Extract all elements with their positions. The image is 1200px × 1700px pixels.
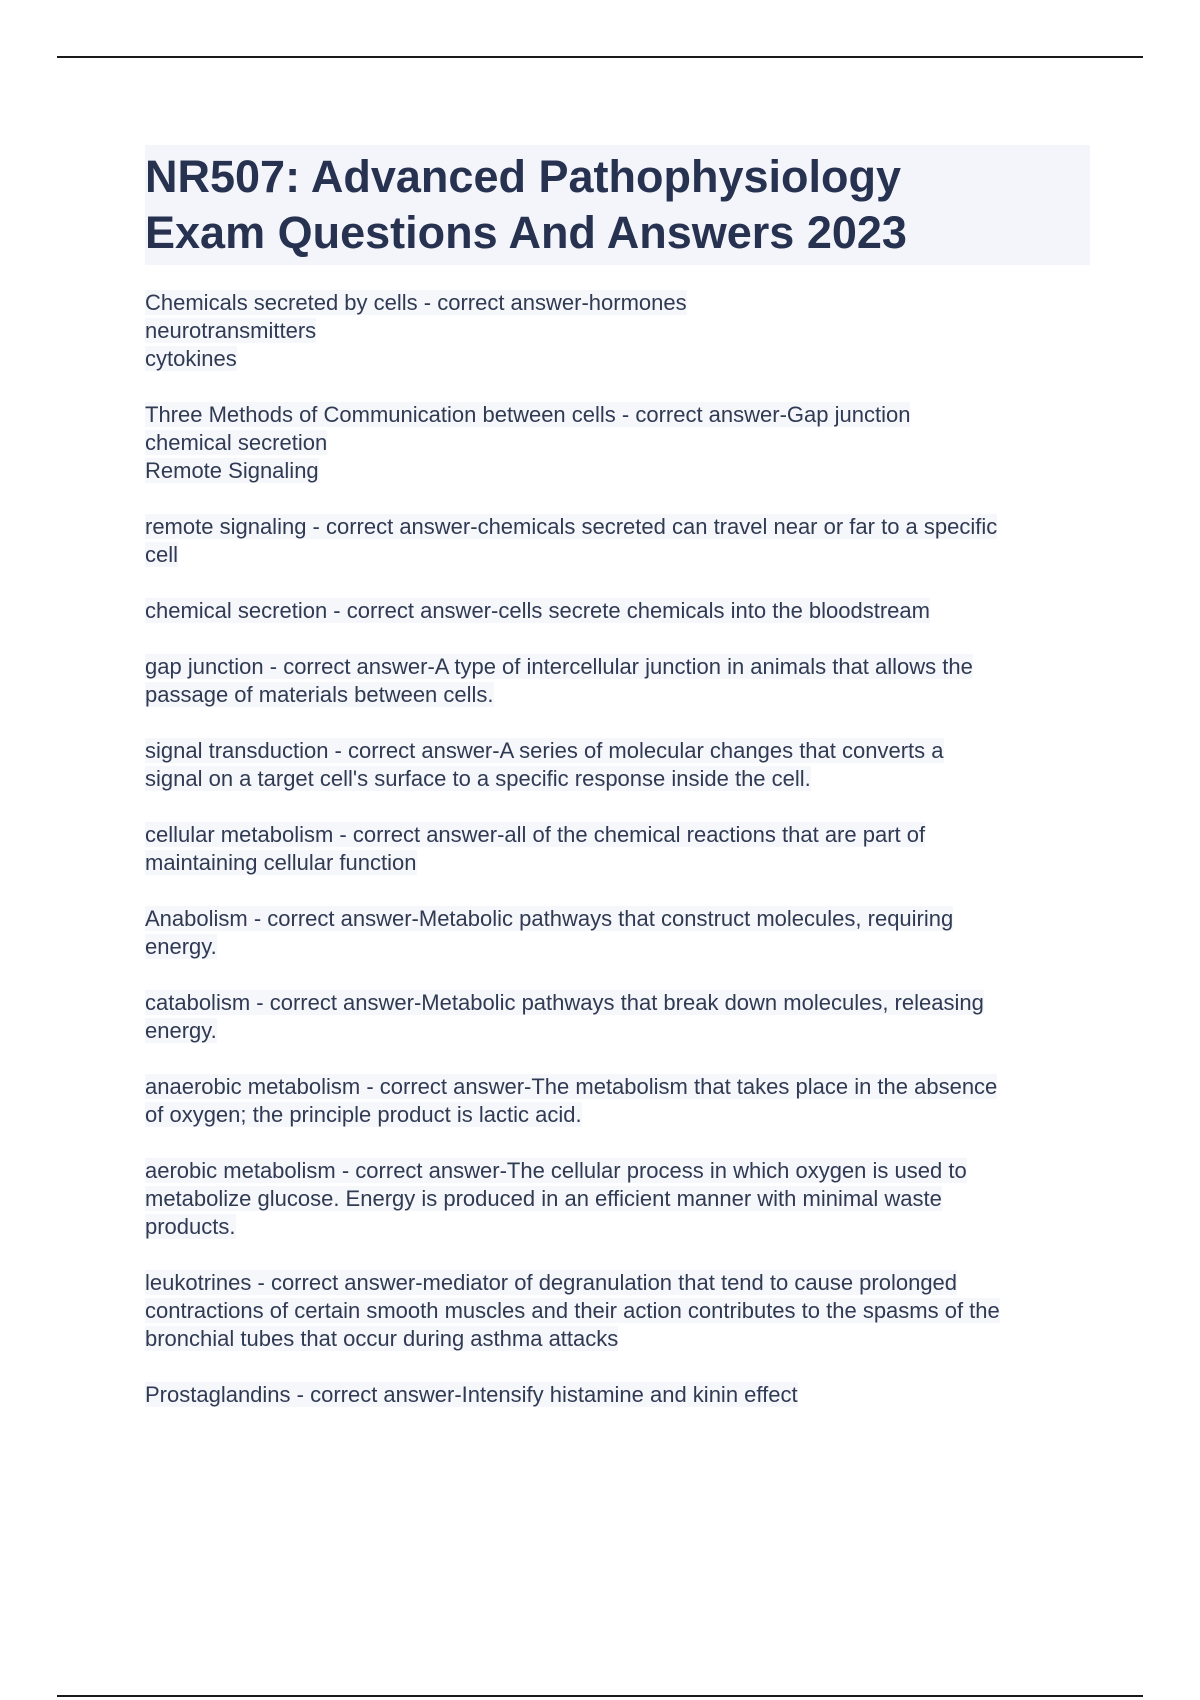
qa-text-line: products. xyxy=(145,1214,236,1239)
qa-text-line: passage of materials between cells. xyxy=(145,682,494,707)
qa-text-line: neurotransmitters xyxy=(145,318,317,343)
title-line-2: Exam Questions And Answers 2023 xyxy=(145,207,907,258)
qa-text-line: of oxygen; the principle product is lactic acid. xyxy=(145,1102,582,1127)
qa-entry xyxy=(145,401,1090,485)
qa-text-line: Chemicals secreted by cells - correct answer-hormones xyxy=(145,290,687,315)
qa-entry xyxy=(145,1269,1090,1353)
qa-text-line: contractions of certain smooth muscles and their action contributes to the spasms of the xyxy=(145,1298,1000,1323)
qa-text-line: chemical secretion xyxy=(145,430,328,455)
qa-entry xyxy=(145,1073,1090,1129)
qa-entry xyxy=(145,653,1090,709)
qa-entry xyxy=(145,513,1090,569)
qa-text-line: anaerobic metabolism - correct answer-The metabolism that takes place in the absence xyxy=(145,1074,998,1099)
qa-text-line: leukotrines - correct answer-mediator of degranulation that tend to cause prolonged xyxy=(145,1270,958,1295)
qa-entry xyxy=(145,821,1090,877)
title-line-1: NR507: Advanced Pathophysiology xyxy=(145,151,901,202)
qa-text-line: Three Methods of Communication between cells - correct answer-Gap junction xyxy=(145,402,911,427)
qa-text-line: bronchial tubes that occur during asthma attacks xyxy=(145,1326,619,1351)
qa-text-line: cytokines xyxy=(145,346,237,371)
qa-text-line: remote signaling - correct answer-chemicals secreted can travel near or far to a specific xyxy=(145,514,998,539)
qa-entry xyxy=(145,289,1090,373)
qa-text-line: Prostaglandins - correct answer-Intensify histamine and kinin effect xyxy=(145,1382,798,1407)
title-block xyxy=(145,145,1090,265)
qa-list xyxy=(145,289,1090,1409)
qa-text-line: gap junction - correct answer-A type of intercellular junction in animals that allows the xyxy=(145,654,973,679)
bottom-rule xyxy=(57,1695,1143,1697)
top-rule xyxy=(57,56,1143,58)
qa-text-line: aerobic metabolism - correct answer-The cellular process in which oxygen is used to xyxy=(145,1158,967,1183)
qa-text-line: Remote Signaling xyxy=(145,458,319,483)
document-title xyxy=(145,149,1090,261)
qa-entry xyxy=(145,989,1090,1045)
qa-text-line: signal transduction - correct answer-A series of molecular changes that converts a xyxy=(145,738,944,763)
qa-text-line: metabolize glucose. Energy is produced in an efficient manner with minimal waste xyxy=(145,1186,942,1211)
qa-text-line: cellular metabolism - correct answer-all of the chemical reactions that are part of xyxy=(145,822,926,847)
qa-text-line: Anabolism - correct answer-Metabolic pathways that construct molecules, requiring xyxy=(145,906,954,931)
qa-text-line: energy. xyxy=(145,934,217,959)
qa-entry xyxy=(145,1157,1090,1241)
qa-text-line: cell xyxy=(145,542,179,567)
qa-entry xyxy=(145,597,1090,625)
qa-entry xyxy=(145,1381,1090,1409)
qa-text-line: maintaining cellular function xyxy=(145,850,417,875)
qa-entry xyxy=(145,737,1090,793)
qa-text-line: signal on a target cell's surface to a specific response inside the cell. xyxy=(145,766,811,791)
qa-entry xyxy=(145,905,1090,961)
qa-text-line: catabolism - correct answer-Metabolic pathways that break down molecules, releasing xyxy=(145,990,984,1015)
document-body xyxy=(145,145,1090,1437)
qa-text-line: energy. xyxy=(145,1018,217,1043)
qa-text-line: chemical secretion - correct answer-cells secrete chemicals into the bloodstream xyxy=(145,598,930,623)
